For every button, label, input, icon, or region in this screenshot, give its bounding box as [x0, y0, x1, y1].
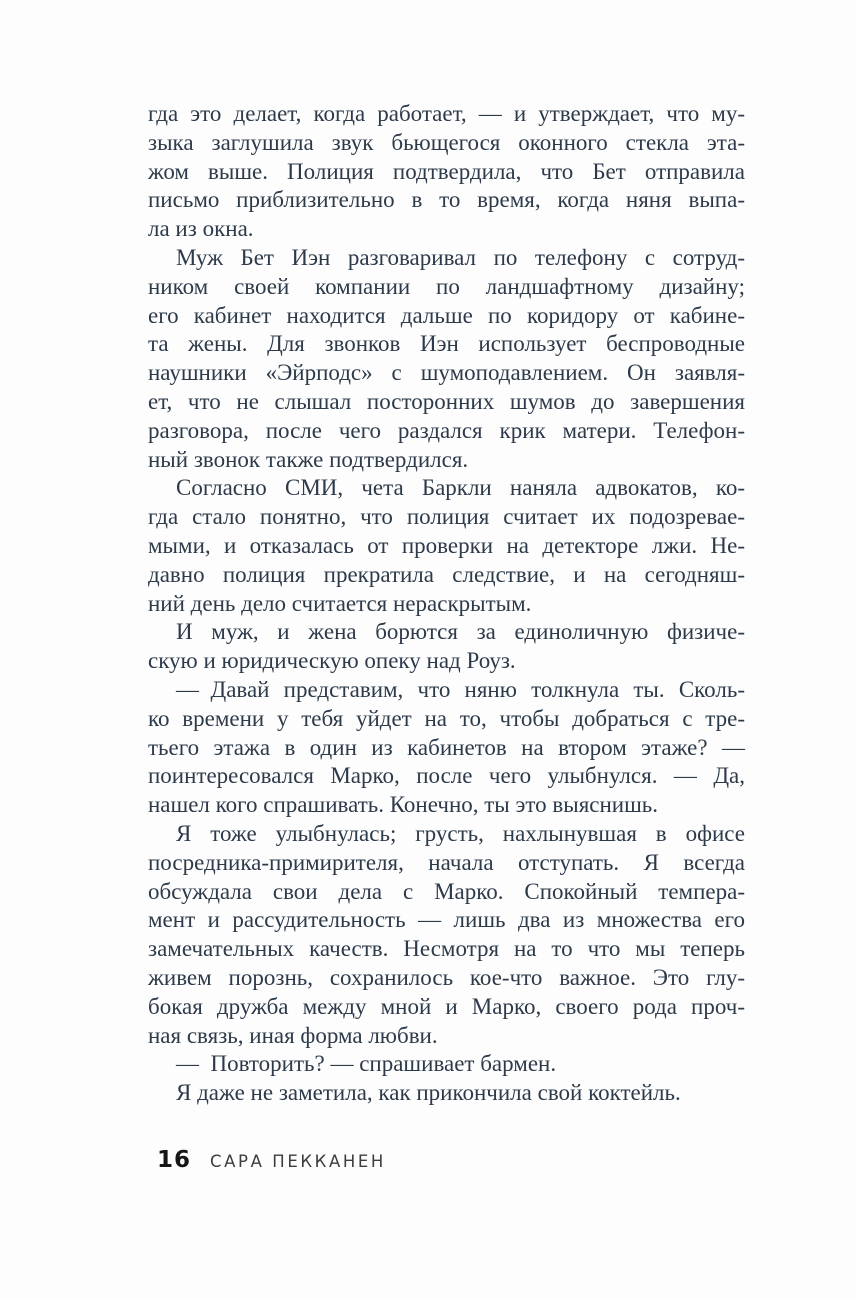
text-line: поинтересовался Марко, после чего улыбнулся. — Да, — [148, 763, 745, 789]
page-footer — [157, 1147, 386, 1173]
text-line: гда это делает, когда работает, — и утверждает, что му- — [148, 101, 745, 126]
page-text — [148, 100, 745, 1108]
text-line: та жены. Для звонков Иэн использует беспроводные — [148, 331, 745, 357]
text-line: посредника-примирителя, начала отступать. Я всегда — [148, 849, 745, 875]
running-title-author: САРА ПЕККАНЕН — [210, 1151, 386, 1171]
paragraph — [148, 1079, 745, 1108]
text-line: его кабинет находится дальше по коридору от кабине- — [148, 302, 745, 328]
text-line: живем порознь, сохранилось кое-что важное. Это глу- — [148, 964, 745, 990]
text-line: письмо приблизительно в то время, когда няня выпа- — [148, 187, 745, 213]
text-line: Муж Бет Иэн разговаривал по телефону с сотруд- — [176, 244, 745, 270]
text-line: ко времени у тебя уйдет на то, чтобы добраться с тре- — [148, 705, 745, 731]
paragraph — [148, 474, 745, 618]
text-line: ный звонок также подтвердился. — [148, 446, 469, 472]
paragraph — [148, 820, 745, 1050]
paragraph — [148, 100, 745, 244]
text-line: гда стало понятно, что полиция считает их подозревае- — [148, 504, 745, 530]
text-line: — Повторить? — спрашивает бармен. — [176, 1051, 557, 1077]
paragraph — [148, 676, 745, 820]
text-line: замечательных качеств. Несмотря на то что мы теперь — [148, 936, 745, 962]
text-line: ний день дело считается нераскрытым. — [148, 590, 532, 616]
paragraph — [148, 618, 745, 676]
paragraph — [148, 1050, 745, 1079]
text-line: тьего этажа в один из кабинетов на втором этаже? — — [148, 734, 745, 760]
paragraph — [148, 244, 745, 474]
text-line: жом выше. Полиция подтвердила, что Бет отправила — [148, 158, 745, 184]
text-line: обсуждала свои дела с Марко. Спокойный темпера- — [148, 878, 745, 904]
text-line: И муж, и жена борются за единоличную физиче- — [176, 619, 745, 645]
text-line: ет, что не слышал посторонних шумов до завершения — [148, 388, 745, 414]
page-number: 16 — [157, 1147, 192, 1173]
text-line: ником своей компании по ландшафтному дизайну; — [148, 273, 745, 299]
text-line: давно полиция прекратила следствие, и на сегодняш- — [148, 561, 745, 587]
text-line: Согласно СМИ, чета Баркли наняла адвокатов, ко- — [176, 475, 745, 501]
text-line: мыми, и отказалась от проверки на детекторе лжи. Не- — [148, 532, 745, 558]
text-line: Я даже не заметила, как прикончила свой коктейль. — [176, 1080, 681, 1106]
text-line: наушники «Эйрподс» с шумоподавлением. Он заявля- — [148, 360, 745, 386]
text-line: ла из окна. — [148, 216, 254, 242]
text-line: разговора, после чего раздался крик матери. Телефон- — [148, 417, 745, 443]
text-line: скую и юридическую опеку над Роуз. — [148, 648, 516, 674]
text-line: ная связь, иная форма любви. — [148, 1022, 438, 1048]
text-line: нашел кого спрашивать. Конечно, ты это выяснишь. — [148, 792, 659, 818]
text-line: мент и рассудительность — лишь два из множества его — [148, 907, 745, 933]
text-line: Я тоже улыбнулась; грусть, нахлынувшая в офисе — [176, 820, 745, 846]
text-line: зыка заглушила звук бьющегося оконного стекла эта- — [148, 129, 745, 155]
text-line: — Давай представим, что няню толкнула ты. Сколь- — [176, 676, 745, 702]
text-line: бокая дружба между мной и Марко, своего рода проч- — [148, 993, 745, 1019]
